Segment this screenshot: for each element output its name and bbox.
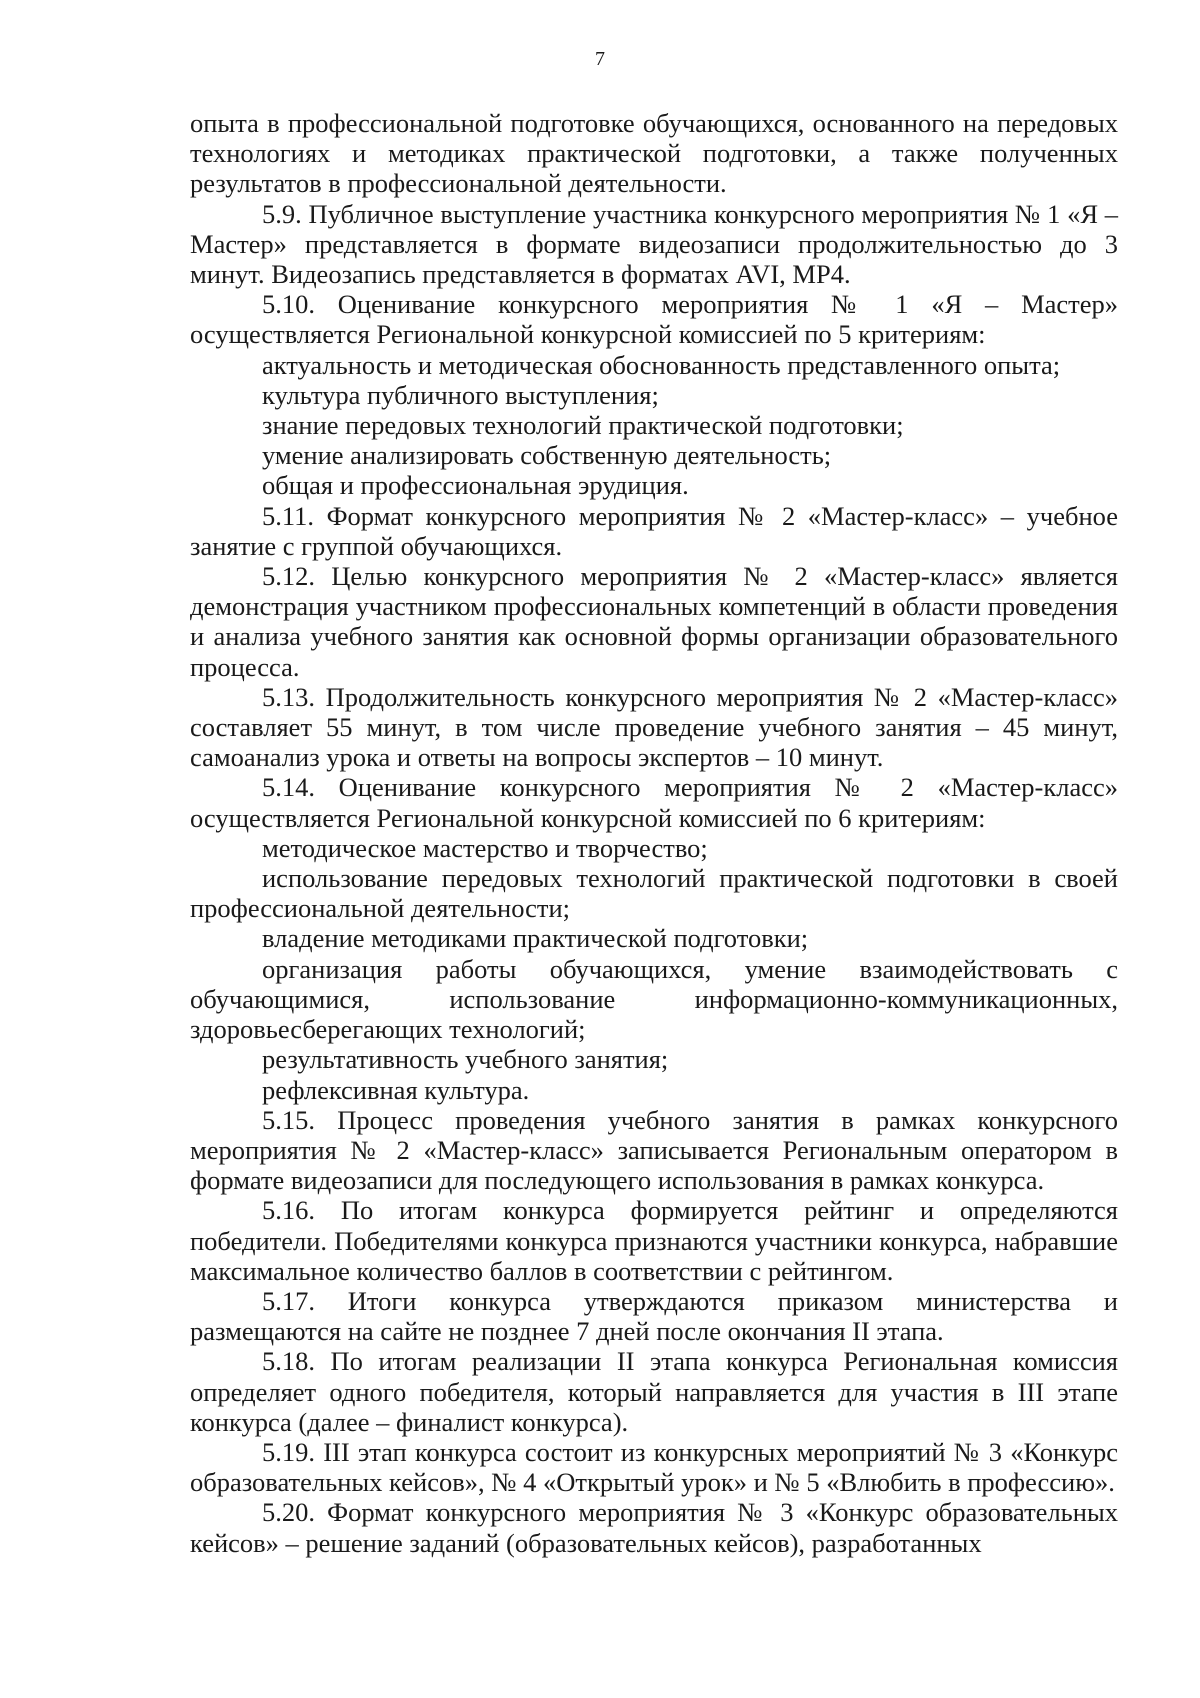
paragraph: 5.17. Итоги конкурса утверждаются приказом министерства и размещаются на сайте не позднее 7 дней после окончания II этапа. <box>190 1285 1118 1347</box>
document-body <box>190 108 1118 1558</box>
paragraph: 5.14. Оценивание конкурсного мероприятия № 2 «Мастер-класс» осуществляется Региональной конкурсной комиссией по 6 критериям: <box>190 772 1118 833</box>
paragraph: 5.12. Целью конкурсного мероприятия № 2 «Мастер-класс» является демонстрация участником профессиональных компетенций в области проведения и анализа учебного занятия как основной формы организации образовательного процесса. <box>190 561 1118 682</box>
paragraph: 5.13. Продолжительность конкурсного мероприятия № 2 «Мастер-класс» составляет 55 минут, в том числе проведение учебного занятия – 45 минут, самоанализ урока и ответы на вопросы экспертов – 10 минут. <box>190 681 1118 773</box>
criterion-item: организация работы обучающихся, умение взаимодействовать с обучающимися, использование информационно-коммуникационных, здоровьесберегающих технологий; <box>190 953 1118 1045</box>
criterion-item: результативность учебного занятия; <box>262 1044 669 1075</box>
paragraph: 5.10. Оценивание конкурсного мероприятия № 1 «Я – Мастер» осуществляется Региональной конкурсной комиссией по 5 критериям: <box>190 289 1118 350</box>
page-number: 7 <box>595 48 605 70</box>
paragraph: опыта в профессиональной подготовке обучающихся, основанного на передовых технологиях и методиках практической подготовки, а также полученных результатов в профессиональной деятельности. <box>190 108 1118 199</box>
paragraph: 5.16. По итогам конкурса формируется рейтинг и определяются победители. Победителями конкурса признаются участники конкурса, набравшие максимальное количество баллов в соответствии с рейтингом. <box>190 1195 1118 1286</box>
criterion-item: культура публичного выступления; <box>262 379 659 410</box>
criterion-item: актуальность и методическая обоснованность представленного опыта; <box>262 349 1061 380</box>
criterion-item: владение методиками практической подготовки; <box>262 923 809 954</box>
criterion-item: рефлексивная культура. <box>262 1074 530 1105</box>
criterion-item: общая и профессиональная эрудиция. <box>262 470 689 501</box>
criterion-item: знание передовых технологий практической подготовки; <box>262 410 904 441</box>
criterion-item: использование передовых технологий практической подготовки в своей профессиональной деятельности; <box>190 863 1118 924</box>
criterion-item: методическое мастерство и творчество; <box>262 832 708 863</box>
paragraph: 5.15. Процесс проведения учебного занятия в рамках конкурсного мероприятия № 2 «Мастер-класс» записывается Региональным оператором в формате видеозаписи для последующего использования в рамках конкурса. <box>190 1104 1118 1196</box>
paragraph: 5.19. III этап конкурса состоит из конкурсных мероприятий № 3 «Конкурс образовательных кейсов», № 4 «Открытый урок» и № 5 «Влюбить в профессию». <box>190 1436 1118 1498</box>
criterion-item: умение анализировать собственную деятельность; <box>262 440 832 471</box>
paragraph: 5.9. Публичное выступление участника конкурсного мероприятия № 1 «Я – Мастер» представляется в формате видеозаписи продолжительностью до 3 минут. Видеозапись представляется в форматах AVI, MP4. <box>190 198 1118 290</box>
paragraph: 5.18. По итогам реализации II этапа конкурса Региональная комиссия определяет одного победителя, который направляется для участия в III этапе конкурса (далее – финалист конкурса). <box>190 1346 1118 1437</box>
paragraph: 5.20. Формат конкурсного мероприятия № 3 «Конкурс образовательных кейсов» – решение заданий (образовательных кейсов), разработанных <box>190 1497 1118 1558</box>
paragraph: 5.11. Формат конкурсного мероприятия № 2 «Мастер-класс» – учебное занятие с группой обучающихся. <box>190 500 1118 561</box>
